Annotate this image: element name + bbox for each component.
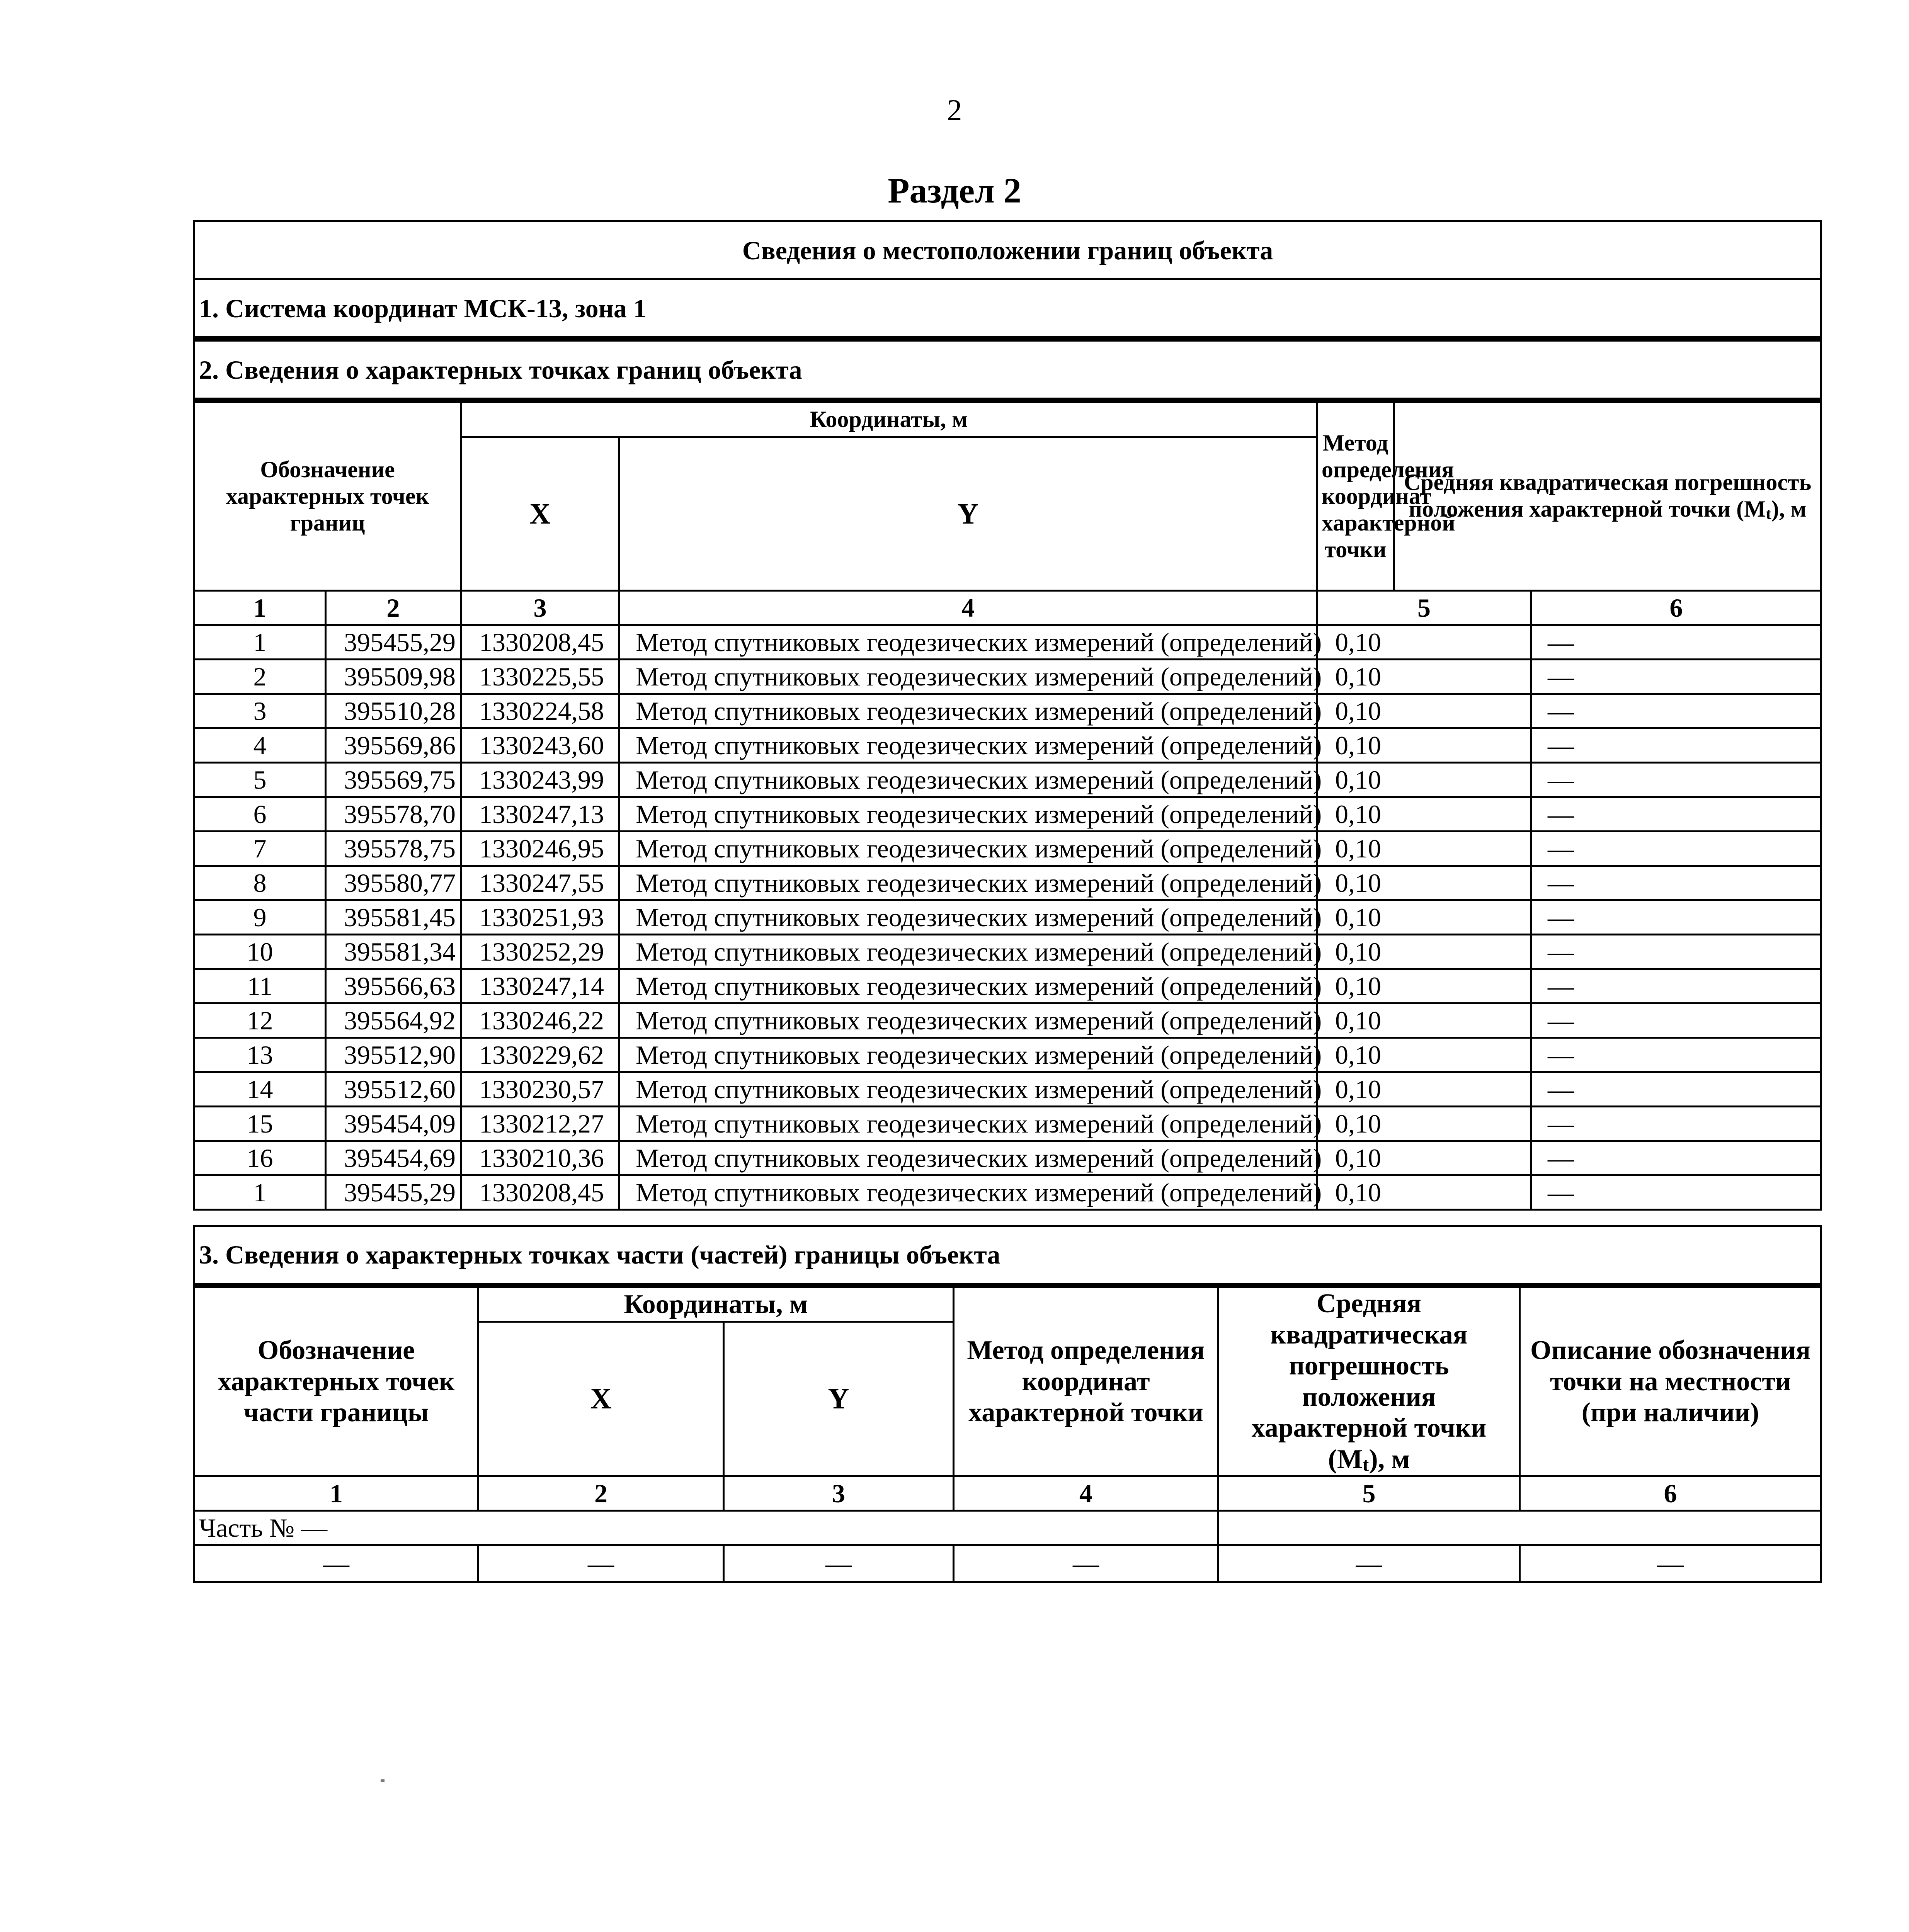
description-value: — — [1531, 832, 1821, 866]
error-value: 0,10 — [1317, 1107, 1531, 1141]
x-value: 395509,98 — [326, 660, 461, 694]
table-title: Сведения о местоположении границ объекта — [194, 221, 1821, 279]
error-value: 0,10 — [1317, 900, 1531, 935]
coord-system-label: 1. Система координат — [199, 293, 458, 323]
part-col-number-6: 6 — [1520, 1476, 1821, 1511]
point-id: 10 — [194, 935, 326, 969]
method-value: Метод спутниковых геодезических измерений (определений) — [619, 660, 1317, 694]
y-value: 1330212,27 — [461, 1107, 619, 1141]
error-value: 0,10 — [1317, 1141, 1531, 1175]
error-value: 0,10 — [1317, 832, 1531, 866]
y-value: 1330247,14 — [461, 969, 619, 1003]
y-value: 1330247,55 — [461, 866, 619, 900]
part-dash-cell: — — [724, 1545, 954, 1582]
y-value: 1330252,29 — [461, 935, 619, 969]
x-header: X — [461, 437, 619, 590]
y-value: 1330208,45 — [461, 625, 619, 660]
method-value: Метод спутниковых геодезических измерений (определений) — [619, 935, 1317, 969]
table-row — [194, 660, 1821, 694]
table-row — [194, 1038, 1821, 1072]
part-col-number-4: 4 — [954, 1476, 1218, 1511]
description-value: — — [1531, 625, 1821, 660]
y-value: 1330243,60 — [461, 728, 619, 763]
table-row — [194, 900, 1821, 935]
error-value: 0,10 — [1317, 935, 1531, 969]
table-row — [194, 1141, 1821, 1175]
table-row — [194, 866, 1821, 900]
y-value: 1330208,45 — [461, 1175, 619, 1210]
table-row — [194, 1107, 1821, 1141]
description-value: — — [1531, 935, 1821, 969]
part-subsection-title: 3. Сведения о характерных точках части (частей) границы объекта — [194, 1226, 1821, 1286]
error-value: 0,10 — [1317, 1038, 1531, 1072]
description-value: — — [1531, 1175, 1821, 1210]
x-value: 395566,63 — [326, 969, 461, 1003]
x-value: 395581,45 — [326, 900, 461, 935]
table-row — [194, 1072, 1821, 1107]
x-value: 395581,34 — [326, 935, 461, 969]
designation-header: Обозначение характерных точек границ — [194, 400, 461, 591]
table-row — [194, 1003, 1821, 1038]
method-value: Метод спутниковых геодезических измерений (определений) — [619, 969, 1317, 1003]
table-row — [194, 625, 1821, 660]
description-value: — — [1531, 797, 1821, 832]
method-value: Метод спутниковых геодезических измерений (определений) — [619, 866, 1317, 900]
point-id: 9 — [194, 900, 326, 935]
method-header: Метод определения координат характерной точки — [1317, 400, 1394, 591]
col-number-4: 4 — [619, 591, 1317, 625]
error-value: 0,10 — [1317, 797, 1531, 832]
part-error-header — [1218, 1286, 1520, 1476]
page-number: 2 — [947, 93, 962, 127]
part-col-number-2: 2 — [478, 1476, 724, 1511]
section-title: Раздел 2 — [888, 171, 1021, 210]
coord-system-line — [194, 279, 1821, 339]
point-id: 1 — [194, 1175, 326, 1210]
part-designation-header: Обозначение характерных точек части границы — [194, 1286, 478, 1476]
coords-header: Координаты, м — [461, 400, 1317, 437]
part-dash-cell: — — [954, 1545, 1218, 1582]
col-number-3: 3 — [461, 591, 619, 625]
x-value: 395512,60 — [326, 1072, 461, 1107]
part-error-header-text: Средняя квадратическая погрешность положения характерной точки (M — [1251, 1289, 1487, 1474]
table-row — [194, 832, 1821, 866]
description-value: — — [1531, 660, 1821, 694]
part-x-header: X — [478, 1322, 724, 1476]
description-value: — — [1531, 1107, 1821, 1141]
error-value: 0,10 — [1317, 763, 1531, 797]
x-value: 395454,09 — [326, 1107, 461, 1141]
description-value: — — [1531, 866, 1821, 900]
table-row — [194, 694, 1821, 728]
boundary-points-table — [193, 220, 1822, 1211]
point-id: 3 — [194, 694, 326, 728]
y-value: 1330225,55 — [461, 660, 619, 694]
point-id: 7 — [194, 832, 326, 866]
part-col-number-5: 5 — [1218, 1476, 1520, 1511]
x-value: 395578,70 — [326, 797, 461, 832]
method-value: Метод спутниковых геодезических измерений (определений) — [619, 832, 1317, 866]
col-number-1: 1 — [194, 591, 326, 625]
description-value: — — [1531, 969, 1821, 1003]
method-value: Метод спутниковых геодезических измерений (определений) — [619, 900, 1317, 935]
part-y-header: Y — [724, 1322, 954, 1476]
part-error-header-tail: ), м — [1369, 1444, 1410, 1474]
part-dash-cell: — — [1218, 1545, 1520, 1582]
y-header: Y — [619, 437, 1317, 590]
error-header-tail: ), м — [1771, 496, 1807, 522]
point-id: 2 — [194, 660, 326, 694]
part-number-label: Часть № — — [194, 1511, 1218, 1545]
scan-speck — [381, 1779, 385, 1782]
y-value: 1330243,99 — [461, 763, 619, 797]
part-coords-header: Координаты, м — [478, 1286, 954, 1322]
point-id: 8 — [194, 866, 326, 900]
description-value: — — [1531, 1003, 1821, 1038]
description-value: — — [1531, 694, 1821, 728]
y-value: 1330246,95 — [461, 832, 619, 866]
y-value: 1330247,13 — [461, 797, 619, 832]
method-value: Метод спутниковых геодезических измерений (определений) — [619, 694, 1317, 728]
x-value: 395455,29 — [326, 625, 461, 660]
error-value: 0,10 — [1317, 1003, 1531, 1038]
subsection-title: 2. Сведения о характерных точках границ объекта — [194, 339, 1821, 400]
point-id: 5 — [194, 763, 326, 797]
boundary-points-rows — [194, 625, 1821, 1210]
y-value: 1330230,57 — [461, 1072, 619, 1107]
error-header-subscript: t — [1766, 505, 1771, 523]
description-value: — — [1531, 763, 1821, 797]
x-value: 395454,69 — [326, 1141, 461, 1175]
part-dash-cell: — — [478, 1545, 724, 1582]
part-dash-cell: — — [194, 1545, 478, 1582]
description-value: — — [1531, 900, 1821, 935]
part-number-empty — [1218, 1511, 1821, 1545]
table-row — [194, 969, 1821, 1003]
table-row — [194, 1175, 1821, 1210]
point-id: 6 — [194, 797, 326, 832]
description-value: — — [1531, 1072, 1821, 1107]
x-value: 395512,90 — [326, 1038, 461, 1072]
method-value: Метод спутниковых геодезических измерений (определений) — [619, 1175, 1317, 1210]
x-value: 395455,29 — [326, 1175, 461, 1210]
error-value: 0,10 — [1317, 1072, 1531, 1107]
error-value: 0,10 — [1317, 728, 1531, 763]
error-value: 0,10 — [1317, 1175, 1531, 1210]
table-row — [194, 763, 1821, 797]
x-value: 395510,28 — [326, 694, 461, 728]
part-method-header: Метод определения координат характерной точки — [954, 1286, 1218, 1476]
table-row — [194, 935, 1821, 969]
table-row — [194, 728, 1821, 763]
point-id: 12 — [194, 1003, 326, 1038]
point-id: 1 — [194, 625, 326, 660]
error-value: 0,10 — [1317, 694, 1531, 728]
x-value: 395578,75 — [326, 832, 461, 866]
error-value: 0,10 — [1317, 660, 1531, 694]
point-id: 13 — [194, 1038, 326, 1072]
method-value: Метод спутниковых геодезических измерений (определений) — [619, 797, 1317, 832]
part-points-table — [193, 1225, 1822, 1583]
x-value: 395564,92 — [326, 1003, 461, 1038]
error-header — [1394, 400, 1821, 591]
x-value: 395569,75 — [326, 763, 461, 797]
point-id: 11 — [194, 969, 326, 1003]
method-value: Метод спутниковых геодезических измерений (определений) — [619, 1141, 1317, 1175]
point-id: 15 — [194, 1107, 326, 1141]
part-description-header: Описание обозначения точки на местности (при наличии) — [1520, 1286, 1821, 1476]
method-value: Метод спутниковых геодезических измерений (определений) — [619, 763, 1317, 797]
x-value: 395580,77 — [326, 866, 461, 900]
col-number-5: 5 — [1317, 591, 1531, 625]
y-value: 1330246,22 — [461, 1003, 619, 1038]
error-value: 0,10 — [1317, 866, 1531, 900]
description-value: — — [1531, 1141, 1821, 1175]
part-col-number-3: 3 — [724, 1476, 954, 1511]
method-value: Метод спутниковых геодезических измерений (определений) — [619, 1003, 1317, 1038]
col-number-6: 6 — [1531, 591, 1821, 625]
coord-system-value: МСК-13, зона 1 — [464, 293, 647, 323]
part-error-header-subscript: t — [1363, 1453, 1369, 1475]
method-value: Метод спутниковых геодезических измерений (определений) — [619, 1107, 1317, 1141]
table-row — [194, 797, 1821, 832]
point-id: 14 — [194, 1072, 326, 1107]
y-value: 1330251,93 — [461, 900, 619, 935]
y-value: 1330229,62 — [461, 1038, 619, 1072]
error-value: 0,10 — [1317, 625, 1531, 660]
point-id: 16 — [194, 1141, 326, 1175]
method-value: Метод спутниковых геодезических измерений (определений) — [619, 1072, 1317, 1107]
point-id: 4 — [194, 728, 326, 763]
description-value: — — [1531, 1038, 1821, 1072]
method-value: Метод спутниковых геодезических измерений (определений) — [619, 625, 1317, 660]
part-dash-cell: — — [1520, 1545, 1821, 1582]
y-value: 1330210,36 — [461, 1141, 619, 1175]
method-value: Метод спутниковых геодезических измерений (определений) — [619, 1038, 1317, 1072]
x-value: 395569,86 — [326, 728, 461, 763]
col-number-2: 2 — [326, 591, 461, 625]
method-value: Метод спутниковых геодезических измерений (определений) — [619, 728, 1317, 763]
error-value: 0,10 — [1317, 969, 1531, 1003]
y-value: 1330224,58 — [461, 694, 619, 728]
error-header-text: Средняя квадратическая погрешность положения характерной точки (M — [1404, 469, 1812, 522]
description-value: — — [1531, 728, 1821, 763]
part-col-number-1: 1 — [194, 1476, 478, 1511]
